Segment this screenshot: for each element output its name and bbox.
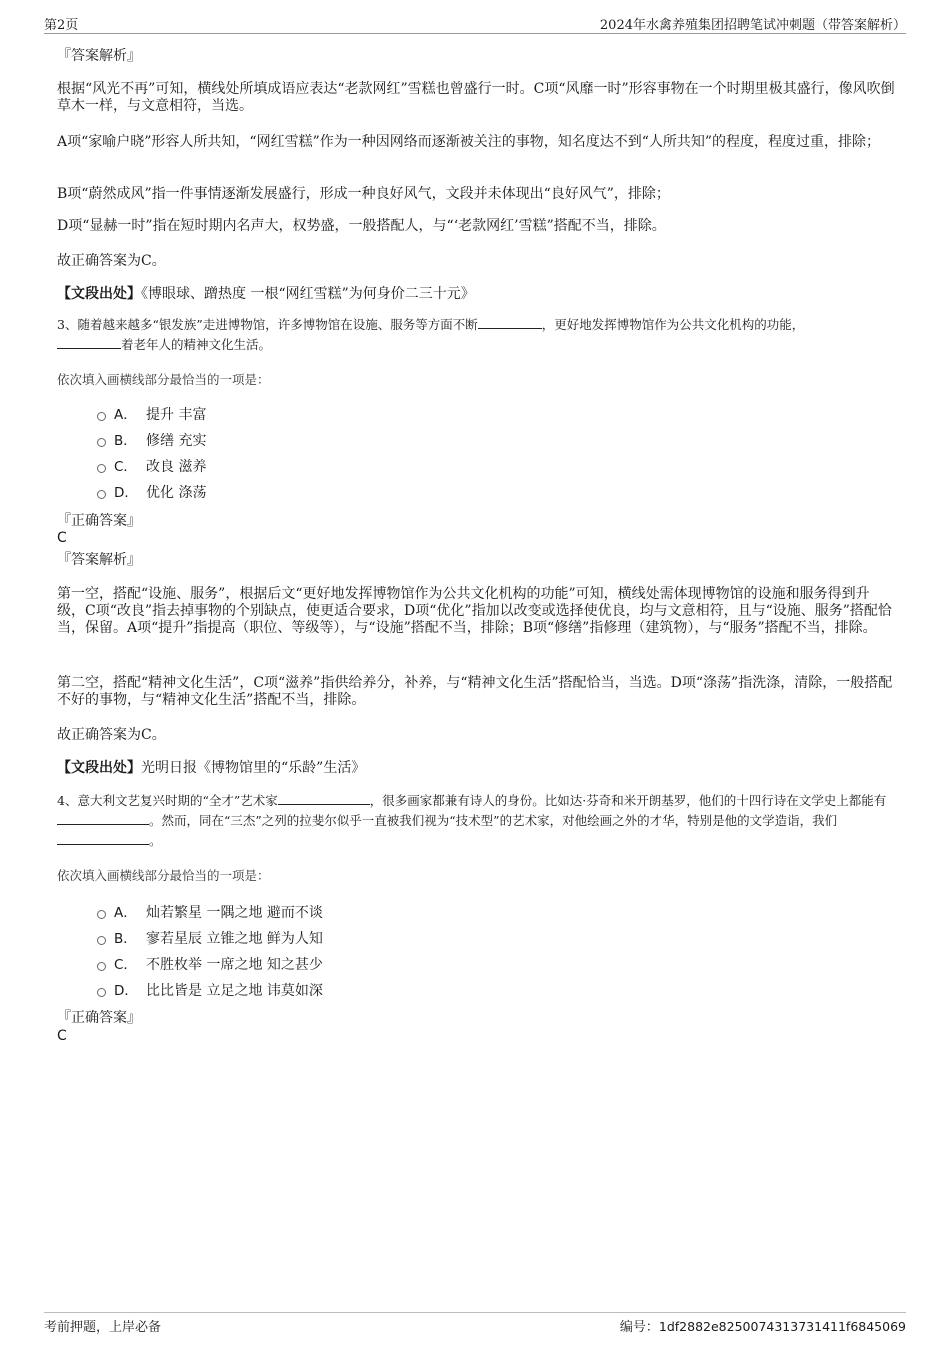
q3-prompt: 依次填入画横线部分最恰当的一项是： — [57, 372, 270, 387]
answer-blank — [478, 316, 542, 329]
q4-correct-label: 『正确答案』 — [57, 1010, 141, 1026]
q4-stem: 4、意大利文艺复兴时期的“全才”艺术家 ，很多画家都兼有诗人的身份。比如达·芬奇和米开朗基罗，他们的十四行诗在文学史上都能有。然而，同在“三杰”之列的拉斐尔似乎一直被我们视为“技术型”的艺术家，对他绘画之外的才华，特别是他的文学造诣，我们。 — [57, 793, 887, 848]
source-text: 《博眼球、蹭热度 一根“网红雪糕”为何身价二三十元》 — [141, 286, 475, 302]
q2-source — [57, 286, 897, 303]
q3-analysis-para-2: 第二空，搭配“精神文化生活”，C项“滋养”指供给养分，补养，与“精神文化生活”搭配恰当，当选。D项“涤荡”指洗涤，清除，一般搭配不好的事物，与“精神文化生活”搭配不当，排除。 — [57, 675, 893, 708]
document-code: 编号：1df2882e8250074313731411f6845069 — [619, 1319, 906, 1335]
q4-correct-answer: C — [57, 1028, 67, 1044]
q4-prompt: 依次填入画横线部分最恰当的一项是： — [57, 868, 270, 883]
source-text: 光明日报《博物馆里的“乐龄”生活》 — [141, 760, 366, 776]
radio-button[interactable] — [97, 910, 106, 919]
q2-analysis-label: 『答案解析』 — [57, 48, 141, 64]
q2-analysis-para-3: B项“蔚然成风”指一件事情逐渐发展盛行，形成一种良好风气，文段并未体现出“良好风气”，排除； — [57, 186, 670, 202]
footer-slogan: 考前押题，上岸必备 — [44, 1320, 162, 1335]
answer-blank — [278, 792, 370, 805]
page-number: 第2页 — [44, 18, 79, 33]
radio-button[interactable] — [97, 464, 106, 473]
answer-blank — [57, 832, 149, 845]
radio-button[interactable] — [97, 962, 106, 971]
q3-conclusion: 故正确答案为C。 — [57, 727, 166, 743]
source-label: 【文段出处】 — [57, 286, 141, 302]
radio-button[interactable] — [97, 412, 106, 421]
q2-analysis-para-4: D项“显赫一时”指在短时期内名声大，权势盛，一般搭配人，与“‘老款网红’雪糕”搭配不当，排除。 — [57, 218, 666, 234]
q2-conclusion: 故正确答案为C。 — [57, 253, 166, 269]
radio-button[interactable] — [97, 438, 106, 447]
q2-analysis-para-1: 根据“风光不再”可知，横线处所填成语应表达“老款网红”雪糕也曾盛行一时。C项“风靡一时”形容事物在一个时期里极其盛行，像风吹倒草木一样，与文意相符，当选。 — [57, 81, 895, 114]
answer-blank — [57, 336, 121, 349]
page-footer — [44, 1312, 906, 1334]
source-label: 【文段出处】 — [57, 760, 141, 776]
page-header — [44, 12, 906, 34]
q3-analysis-label: 『答案解析』 — [57, 552, 141, 568]
radio-button[interactable] — [97, 936, 106, 945]
q2-analysis-para-2: A项“家喻户晓”形容人所共知，“网红雪糕”作为一种因网络而逐渐被关注的事物，知名度达不到“人所共知”的程度，程度过重，排除； — [57, 134, 881, 150]
radio-button[interactable] — [97, 988, 106, 997]
q3-correct-answer: C — [57, 530, 67, 546]
document-title: 2024年水禽养殖集团招聘笔试冲刺题（带答案解析） — [599, 18, 906, 33]
answer-blank — [57, 812, 149, 825]
q3-stem: 3、随着越来越多“银发族”走进博物馆，许多博物馆在设施、服务等方面不断 ，更好地发挥博物馆作为公共文化机构的功能， 着老年人的精神文化生活。 — [57, 317, 805, 352]
q3-correct-label: 『正确答案』 — [57, 513, 141, 529]
q3-source — [57, 760, 897, 777]
radio-button[interactable] — [97, 490, 106, 499]
q3-analysis-para-1: 第一空，搭配“设施、服务”，根据后文“更好地发挥博物馆作为公共文化机构的功能”可知，横线处需体现博物馆的设施和服务得到升级，C项“改良”指去掉事物的个别缺点，使更适合要求，D项“优化”指加以改变或选择使优良，均与文意相符，且与“设施、服务”搭配恰当，保留。A项“提升”指提高（职位、等级等），与“设施”搭配不当，排除；B项“修缮”指修理（建筑物），与“服务”搭配不当，排除。 — [57, 586, 892, 636]
